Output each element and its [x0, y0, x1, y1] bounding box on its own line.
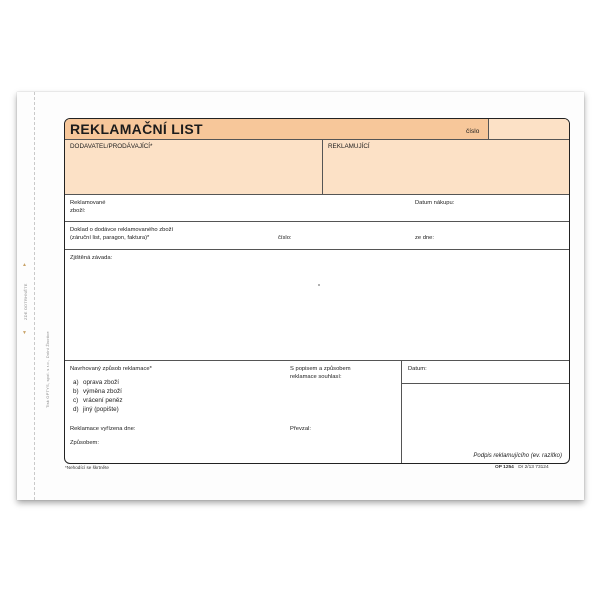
document-number-label: číslo:: [278, 235, 292, 241]
perforation-line: [34, 92, 35, 500]
option-c[interactable]: [73, 396, 123, 405]
product-code-main: OP 1254: [495, 465, 514, 470]
number-field[interactable]: [488, 119, 570, 139]
option-letter: d): [73, 406, 79, 413]
agreement-label-line2: reklamace souhlasí:: [290, 374, 342, 380]
date-label: Datum:: [408, 366, 427, 372]
parties-row: [65, 140, 569, 195]
option-text: výměna zboží: [83, 388, 122, 395]
option-text: oprava zboží: [83, 379, 120, 386]
signature-area[interactable]: [401, 361, 570, 463]
printer-text: Tisk OPTYS, spol. s r.o., Dolní Životice: [45, 331, 50, 408]
purchase-date-label: Datum nákupu:: [415, 200, 455, 206]
option-letter: b): [73, 388, 79, 395]
resolved-label: Reklamace vyřízena dne:: [70, 426, 136, 432]
defect-row[interactable]: [65, 250, 569, 361]
agreement-label-line1: S popisem a způsobem: [290, 366, 351, 372]
detach-text: ZDE ODTRHNĚTE: [23, 283, 28, 320]
detach-arrow-icon: ▲: [22, 262, 27, 268]
parties-divider: [322, 140, 323, 194]
document-label-line1: Doklad o dodávce reklamovaného zboží: [70, 227, 174, 233]
document-label-line2: (záruční list, paragon, faktura)*: [70, 235, 150, 241]
center-dot: [318, 284, 320, 286]
detach-arrow-icon: ▼: [22, 330, 27, 336]
goods-label-line1: Reklamované: [70, 200, 106, 206]
signature-caption: Podpis reklamujícího (ev. razítko): [473, 453, 562, 459]
form-title: REKLAMAČNÍ LIST: [70, 121, 203, 137]
option-text: vrácení peněz: [83, 397, 123, 404]
method-label: Způsobem:: [70, 440, 99, 446]
title-row: [65, 119, 569, 140]
proposed-method-label: Navrhovaný způsob reklamace*: [70, 366, 152, 372]
claim-form: [64, 118, 570, 464]
received-by-label: Převzal:: [290, 426, 311, 432]
signature-divider: [402, 383, 570, 384]
goods-row[interactable]: [65, 195, 569, 222]
goods-label-line2: zboží:: [70, 208, 86, 214]
option-b[interactable]: [73, 387, 122, 396]
supplier-label: DODAVATEL/PRODÁVAJÍCÍ*: [70, 143, 153, 150]
option-text: jiný (popište): [83, 406, 119, 413]
product-code: [495, 465, 549, 470]
number-label: číslo: [466, 128, 480, 135]
product-number: 73124: [535, 465, 549, 470]
option-letter: a): [73, 379, 79, 386]
defect-label: Zjištěná závada:: [70, 255, 113, 261]
document-row[interactable]: [65, 222, 569, 250]
option-a[interactable]: [73, 378, 119, 387]
option-d[interactable]: [73, 405, 119, 414]
document-date-label: ze dne:: [415, 235, 435, 241]
claimant-label: REKLAMUJÍCÍ: [328, 143, 370, 150]
product-revision: Dr 2/13: [518, 465, 534, 470]
footnote: *Nehodící se škrtněte: [65, 465, 109, 470]
option-letter: c): [73, 397, 79, 404]
